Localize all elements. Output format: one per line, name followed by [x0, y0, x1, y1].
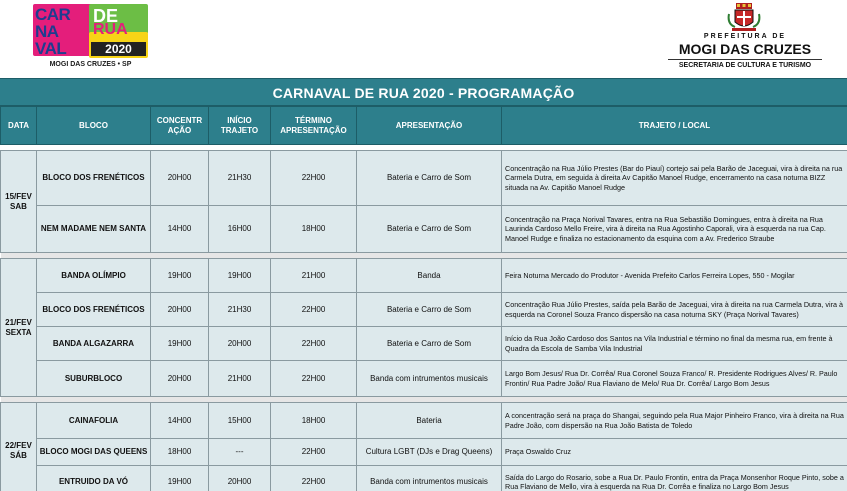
- inicio-cell: 21H30: [209, 293, 271, 327]
- table-row: [1, 466, 847, 491]
- table-row: [1, 439, 847, 466]
- table-row: [1, 361, 847, 397]
- city-name: MOGI DAS CRUZES: [678, 41, 812, 57]
- column-header-termino: TÉRMINO APRESENTAÇÃO: [271, 107, 357, 145]
- trajeto-cell: Feira Noturna Mercado do Produtor - Avenida Prefeito Carlos Ferreira Lopes, 550 - Mogilar: [502, 259, 847, 293]
- concentracao-cell: 20H00: [151, 293, 209, 327]
- column-header-inicio: INÍCIO TRAJETO: [209, 107, 271, 145]
- column-header-trajeto: TRAJETO / LOCAL: [502, 107, 847, 145]
- bloco-cell: BLOCO MOGI DAS QUEENS: [37, 439, 151, 466]
- trajeto-cell: Largo Bom Jesus/ Rua Dr. Corrêa/ Rua Coronel Souza Franco/ R. Presidente Rodrigues Alves/ R. Paulo Frontin/ Rua Padre João/ Rua Flaviano de Melo/ Rua Dr. Corrêa/ Largo Bom Jesus: [502, 361, 847, 397]
- termino-cell: 21H00: [271, 259, 357, 293]
- bloco-cell: BANDA ALGAZARRA: [37, 327, 151, 361]
- column-header-data: DATA: [1, 107, 37, 145]
- date-cell: [1, 151, 37, 253]
- termino-cell: 22H00: [271, 439, 357, 466]
- logo-na: NA: [35, 22, 59, 41]
- apresentacao-cell: Bateria e Carro de Som: [357, 151, 502, 206]
- trajeto-cell: Praça Oswaldo Cruz: [502, 439, 847, 466]
- column-header-bloco: BLOCO: [37, 107, 151, 145]
- bloco-cell: BLOCO DOS FRENÉTICOS: [37, 151, 151, 206]
- trajeto-cell: Início da Rua João Cardoso dos Santos na Vila Industrial e término no final da mesma rua, em frente à Quadra da Escola de Samba Vila Industrial: [502, 327, 847, 361]
- table-row: [1, 327, 847, 361]
- termino-cell: 18H00: [271, 403, 357, 439]
- termino-cell: 22H00: [271, 466, 357, 491]
- table-row: [1, 293, 847, 327]
- termino-cell: 22H00: [271, 151, 357, 206]
- date-weekday: SEXTA: [5, 327, 32, 337]
- bloco-cell: NEM MADAME NEM SANTA: [37, 206, 151, 253]
- apresentacao-cell: Bateria e Carro de Som: [357, 293, 502, 327]
- concentracao-cell: 19H00: [151, 327, 209, 361]
- concentracao-cell: 14H00: [151, 403, 209, 439]
- date-weekday: SÁB: [10, 450, 27, 460]
- trajeto-cell: Concentração na Praça Norival Tavares, entra na Rua Sebastião Domingues, entra à direita na Rua Laurinda Cardoso Mello Freire, vira à direita na Rua Agostinho Caporali, vira à esquerda na rua Cap. Manoel Rudge e finaliza no estacionamento da esquina com a Av. Frederico Straube: [502, 206, 847, 253]
- apresentacao-cell: Bateria: [357, 403, 502, 439]
- page-header: [0, 0, 847, 76]
- prefeitura-logo: [660, 2, 830, 72]
- logo-car: CAR: [35, 5, 71, 24]
- concentracao-cell: 19H00: [151, 466, 209, 491]
- inicio-cell: 19H00: [209, 259, 271, 293]
- concentracao-cell: 14H00: [151, 206, 209, 253]
- secretaria-label: SECRETARIA DE CULTURA E TURISMO: [678, 62, 812, 69]
- logo-subtitle: MOGI DAS CRUZES • SP: [49, 61, 132, 68]
- date-weekday: SAB: [10, 201, 27, 211]
- termino-cell: 22H00: [271, 293, 357, 327]
- logo-val: VAL: [35, 39, 67, 58]
- prefeitura-label: PREFEITURA DE: [703, 33, 787, 40]
- date-day: 22/FEV: [5, 440, 32, 450]
- termino-cell: 22H00: [271, 327, 357, 361]
- inicio-cell: 20H00: [209, 466, 271, 491]
- table-row: [1, 206, 847, 253]
- page-title: CARNAVAL DE RUA 2020 - PROGRAMAÇÃO: [272, 85, 575, 101]
- inicio-cell: 21H30: [209, 151, 271, 206]
- date-day: 15/FEV: [5, 191, 32, 201]
- concentracao-cell: 19H00: [151, 259, 209, 293]
- inicio-cell: 15H00: [209, 403, 271, 439]
- table-header-row: [1, 107, 847, 145]
- date-day: 21/FEV: [5, 317, 32, 327]
- table-row: [1, 403, 847, 439]
- date-cell: [1, 259, 37, 397]
- date-cell: [1, 403, 37, 491]
- bloco-cell: SUBURBLOCO: [37, 361, 151, 397]
- schedule-table: [0, 106, 847, 491]
- trajeto-cell: Concentração Rua Júlio Prestes, saída pela Barão de Jaceguai, vira à direita na rua Carmela Dutra, vira à esquerda na Coronel Souza Franco dispersão na casa noturna SKY (Praça Norival Tavares): [502, 293, 847, 327]
- table-row: [1, 151, 847, 206]
- apresentacao-cell: Bateria e Carro de Som: [357, 327, 502, 361]
- column-header-apresentacao: APRESENTAÇÃO: [357, 107, 502, 145]
- concentracao-cell: 20H00: [151, 151, 209, 206]
- logo-carnaval-text: [35, 6, 70, 57]
- apresentacao-cell: Bateria e Carro de Som: [357, 206, 502, 253]
- bloco-cell: CAINAFOLIA: [37, 403, 151, 439]
- apresentacao-cell: Banda com intrumentos musicais: [357, 361, 502, 397]
- divider: [668, 59, 822, 60]
- bloco-cell: BLOCO DOS FRENÉTICOS: [37, 293, 151, 327]
- apresentacao-cell: Banda: [357, 259, 502, 293]
- trajeto-cell: Concentração na Rua Júlio Prestes (Bar do Piauí) cortejo sai pela Barão de Jaceguai, vira à direita na rua Carmela Dutra, em seguida à direita Av Capitão Manoel Rudge, encerramento na casa noturna BIZZ situada na Av. Capitão Manoel Rudge: [502, 151, 847, 206]
- logo-rua: RUA: [93, 21, 128, 38]
- termino-cell: 18H00: [271, 206, 357, 253]
- inicio-cell: ---: [209, 439, 271, 466]
- inicio-cell: 16H00: [209, 206, 271, 253]
- inicio-cell: 20H00: [209, 327, 271, 361]
- logo-year: 2020: [91, 42, 146, 56]
- carnaval-de-rua-logo: [33, 4, 148, 70]
- concentracao-cell: 20H00: [151, 361, 209, 397]
- trajeto-cell: Saída do Largo do Rosario, sobe a Rua Dr. Paulo Frontin, entra da Praça Monsenhor Roque Pinto, sobe a Rua Flaviano de Mello, vira à esquerda na Rua Dr. Corrêa e finaliza no Largo Bom Jesus: [502, 466, 847, 491]
- trajeto-cell: A concentração será na praça do Shangai, seguindo pela Rua Major Pinheiro Franco, vira à direita na Rua Padre João, com dispersão na Rua João Batista de Toledo: [502, 403, 847, 439]
- logo-de: DE: [93, 6, 119, 26]
- bloco-cell: ENTRUIDO DA VÓ: [37, 466, 151, 491]
- termino-cell: 22H00: [271, 361, 357, 397]
- coat-of-arms-icon: [727, 2, 761, 32]
- apresentacao-cell: Banda com intrumentos musicais: [357, 466, 502, 491]
- title-bar: [0, 78, 847, 106]
- apresentacao-cell: Cultura LGBT (DJs e Drag Queens): [357, 439, 502, 466]
- bloco-cell: BANDA OLÍMPIO: [37, 259, 151, 293]
- inicio-cell: 21H00: [209, 361, 271, 397]
- concentracao-cell: 18H00: [151, 439, 209, 466]
- column-header-concentracao: CONCENTR AÇÃO: [151, 107, 209, 145]
- table-row: [1, 259, 847, 293]
